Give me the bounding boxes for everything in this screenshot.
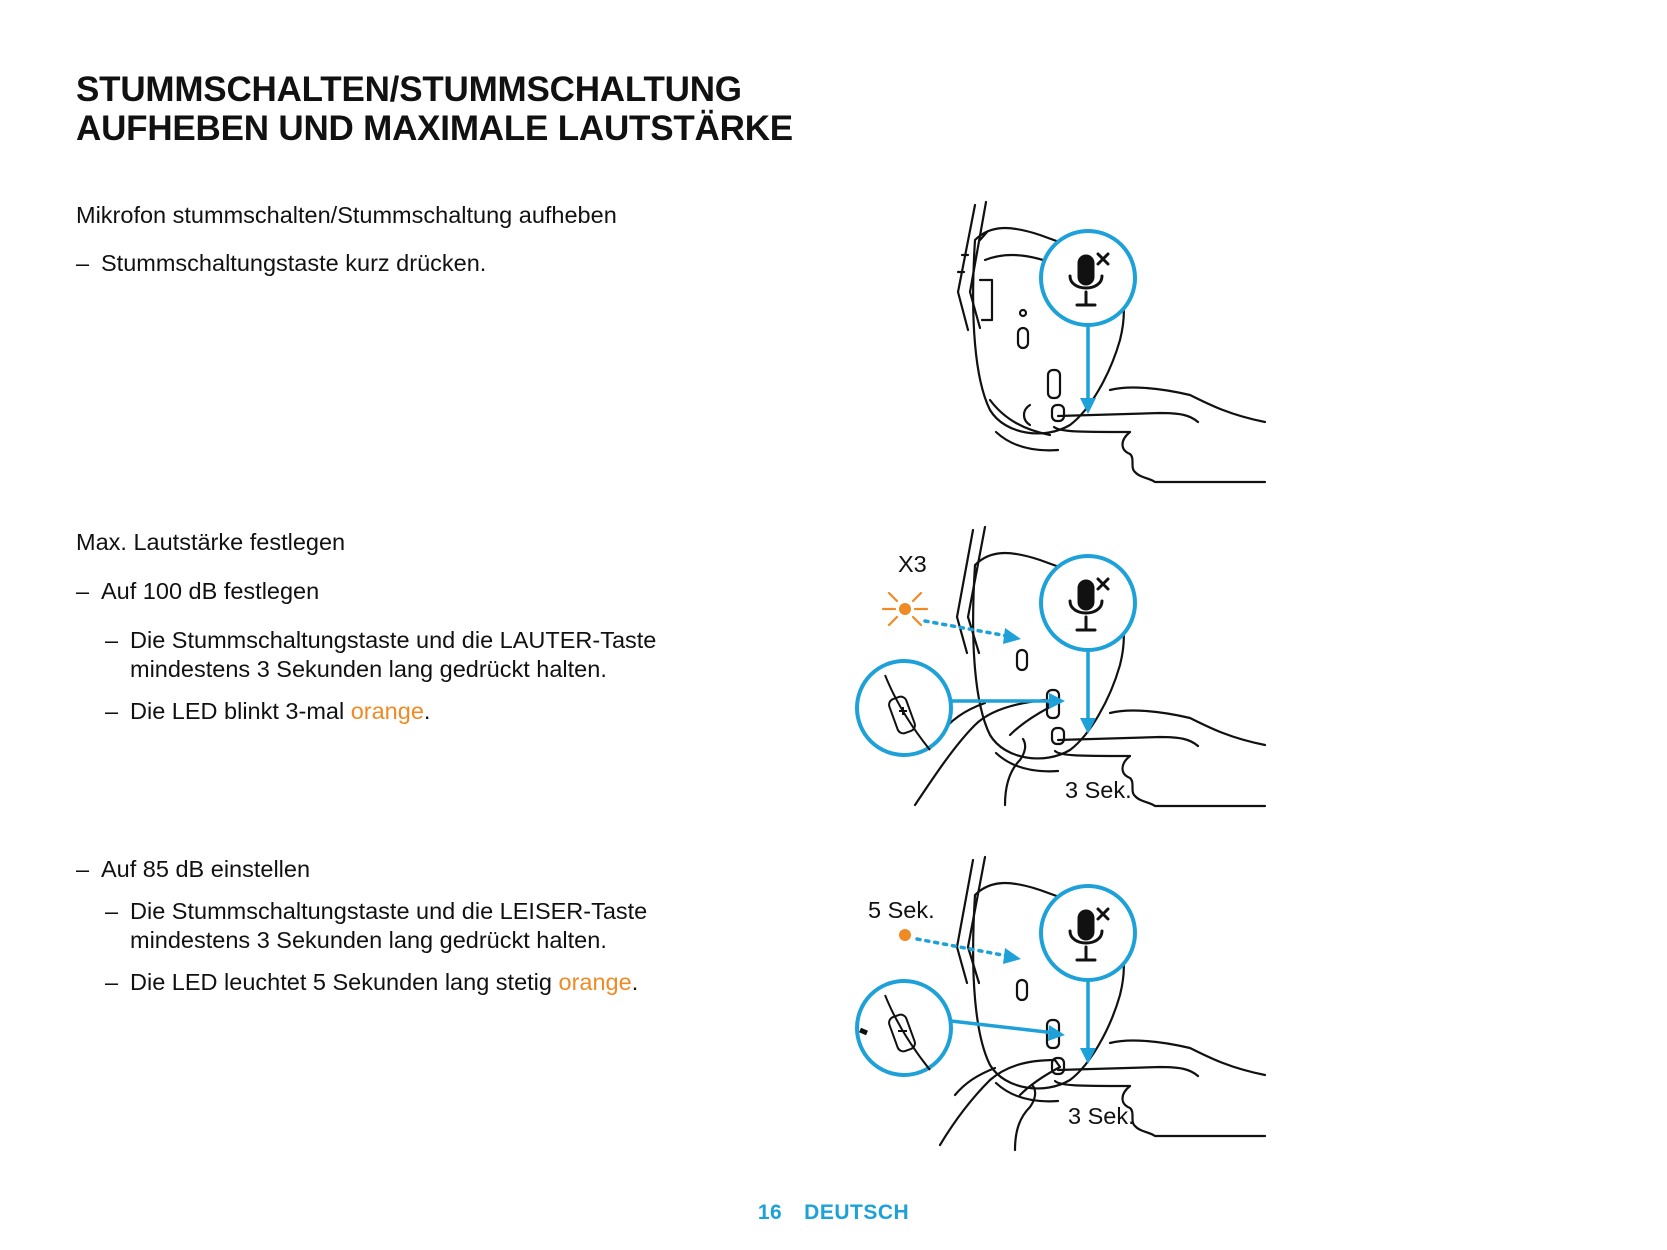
led-color-word: orange xyxy=(350,698,424,724)
figure-mute-button-press xyxy=(930,200,1280,490)
bullet-dash: – xyxy=(105,698,119,724)
page-title-line-2: AUFHEBEN UND MAXIMALE LAUTSTÄRKE xyxy=(76,109,793,148)
callout-arrow-head xyxy=(1080,398,1096,414)
step-set-100db: Auf 100 dB festlegen xyxy=(101,578,320,604)
page-title-line-1: STUMMSCHALTEN/STUMMSCHALTUNG xyxy=(76,70,742,109)
section-max-volume-heading: Max. Lautstärke festlegen xyxy=(76,529,346,555)
bullet-dash: – xyxy=(105,627,119,653)
hold-duration-label: 3 Sek. xyxy=(1065,777,1132,803)
bullet-dash: – xyxy=(105,898,119,924)
page-number: 16 xyxy=(757,1201,783,1224)
step-85db-led-info: Die LED leuchtet 5 Sekunden lang stetig orange. xyxy=(130,969,639,995)
bullet-dash: – xyxy=(76,250,90,276)
bullet-dash: – xyxy=(76,856,90,882)
volume-down-zoom-circle xyxy=(857,981,951,1075)
blink-count-label: X3 xyxy=(898,551,927,577)
section-mute-step: Stummschaltungstaste kurz drücken. xyxy=(101,250,487,276)
page-footer xyxy=(0,1201,1667,1225)
step-85db-instruction-line-2: mindestens 3 Sekunden lang gedrückt halten. xyxy=(130,927,607,953)
step-100db-led-info: Die LED blinkt 3-mal orange. xyxy=(130,698,431,724)
page-title xyxy=(76,70,793,148)
step-100db-instruction-line-1: Die Stummschaltungstaste und die LAUTER-Taste xyxy=(130,627,657,653)
led-indicator-orange xyxy=(899,929,911,941)
bullet-dash: – xyxy=(105,969,119,995)
step-set-85db: Auf 85 dB einstellen xyxy=(101,856,311,882)
footer-language: DEUTSCH xyxy=(804,1201,910,1224)
step-100db-instruction-line-2: mindestens 3 Sekunden lang gedrückt halten. xyxy=(130,656,607,682)
led-color-word: orange xyxy=(558,969,632,995)
led-indicator-orange xyxy=(899,603,911,615)
hold-duration-label: 3 Sek. xyxy=(1068,1103,1135,1129)
led-duration-label: 5 Sek. xyxy=(868,897,935,923)
section-mute-heading: Mikrofon stummschalten/Stummschaltung aufheben xyxy=(76,202,617,228)
step-85db-instruction-line-1: Die Stummschaltungstaste und die LEISER-Taste xyxy=(130,898,648,924)
bullet-dash: – xyxy=(76,578,90,604)
